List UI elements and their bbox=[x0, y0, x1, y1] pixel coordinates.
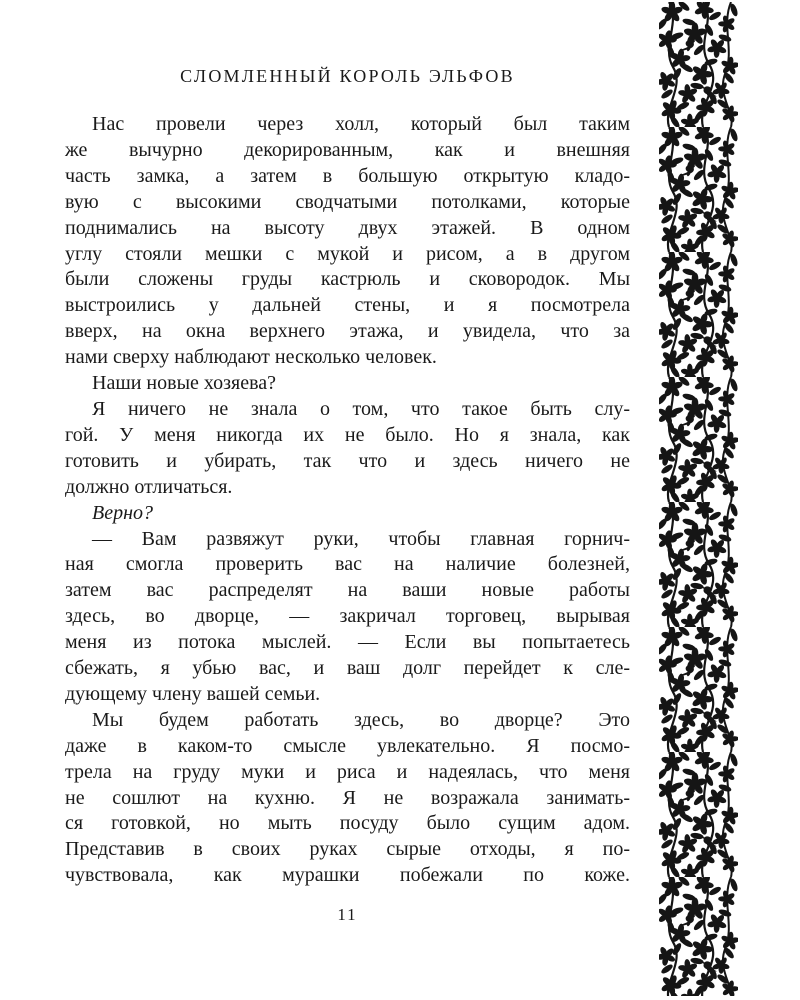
text-line: ная смогла проверить вас на наличие болезней, bbox=[65, 553, 630, 576]
text-line: Я ничего не знала о том, что такое быть слу- bbox=[92, 397, 630, 420]
paragraph bbox=[65, 708, 630, 889]
text-line: гой. У меня никогда их не было. Но я знала, как bbox=[65, 423, 630, 446]
floral-pattern-svg bbox=[659, 2, 738, 996]
text-line: же вычурно декорированным, как и внешняя bbox=[65, 138, 630, 161]
text-line: Верно? bbox=[92, 501, 154, 524]
paragraph bbox=[65, 112, 630, 371]
text-line: меня из потока мыслей. — Если вы попытаетесь bbox=[65, 631, 630, 654]
text-line: поднимались на высоту двух этажей. В одном bbox=[65, 216, 630, 239]
paragraph-italic-thought bbox=[65, 501, 630, 527]
floral-pattern-fill bbox=[659, 2, 738, 996]
text-line: трела на груду муки и риса и надеялась, что меня bbox=[65, 760, 630, 783]
text-line: вую с высокими сводчатыми потолками, которые bbox=[65, 190, 630, 213]
text-line: Нас провели через холл, который был таким bbox=[92, 113, 630, 135]
text-line: нами сверху наблюдают несколько человек. bbox=[65, 346, 437, 369]
text-line: даже в каком-то смысле увлекательно. Я посмо- bbox=[65, 734, 630, 757]
text-line: дующему члену вашей семьи. bbox=[65, 682, 321, 705]
text-line: вверх, на окна верхнего этажа, и увидела, что за bbox=[65, 320, 630, 343]
text-block bbox=[65, 0, 630, 925]
text-line: ся готовкой, но мыть посуду было сущим адом. bbox=[65, 812, 630, 835]
text-line: чувствовала, как мурашки побежали по коже. bbox=[65, 864, 630, 887]
floral-border-ornament bbox=[659, 2, 738, 996]
text-line: выстроились у дальней стены, и я посмотрела bbox=[65, 294, 630, 317]
text-line: готовить и убирать, так что и здесь ничего не bbox=[65, 449, 630, 472]
text-line: сбежать, я убью вас, и ваш долг перейдет к сле- bbox=[65, 657, 630, 680]
text-line: углу стояли мешки с мукой и рисом, а в другом bbox=[65, 242, 630, 265]
text-line: Мы будем работать здесь, во дворце? Это bbox=[92, 708, 630, 731]
text-line: здесь, во дворце, — закричал торговец, вырывая bbox=[65, 605, 630, 628]
text-line: должно отличаться. bbox=[65, 475, 233, 498]
page-number: 11 bbox=[337, 905, 358, 925]
body-text bbox=[65, 112, 630, 889]
paragraph bbox=[65, 397, 630, 501]
paragraph-dialogue bbox=[65, 527, 630, 708]
text-line: не сошлют на кухню. Я не возражала занимать- bbox=[65, 786, 630, 809]
running-header: СЛОМЛЕННЫЙ КОРОЛЬ ЭЛЬФОВ bbox=[180, 66, 515, 86]
text-line: — Вам развяжут руки, чтобы главная горнич- bbox=[92, 527, 630, 550]
paragraph bbox=[65, 371, 630, 397]
text-line: Представив в своих руках сырые отходы, я по- bbox=[65, 838, 630, 861]
text-line: часть замка, а затем в большую открытую кладо- bbox=[65, 164, 630, 187]
text-line: Наши новые хозяева? bbox=[92, 372, 277, 395]
text-line: затем вас распределят на ваши новые работы bbox=[65, 579, 630, 602]
text-line: были сложены груды кастрюль и сковородок. Мы bbox=[65, 268, 630, 291]
